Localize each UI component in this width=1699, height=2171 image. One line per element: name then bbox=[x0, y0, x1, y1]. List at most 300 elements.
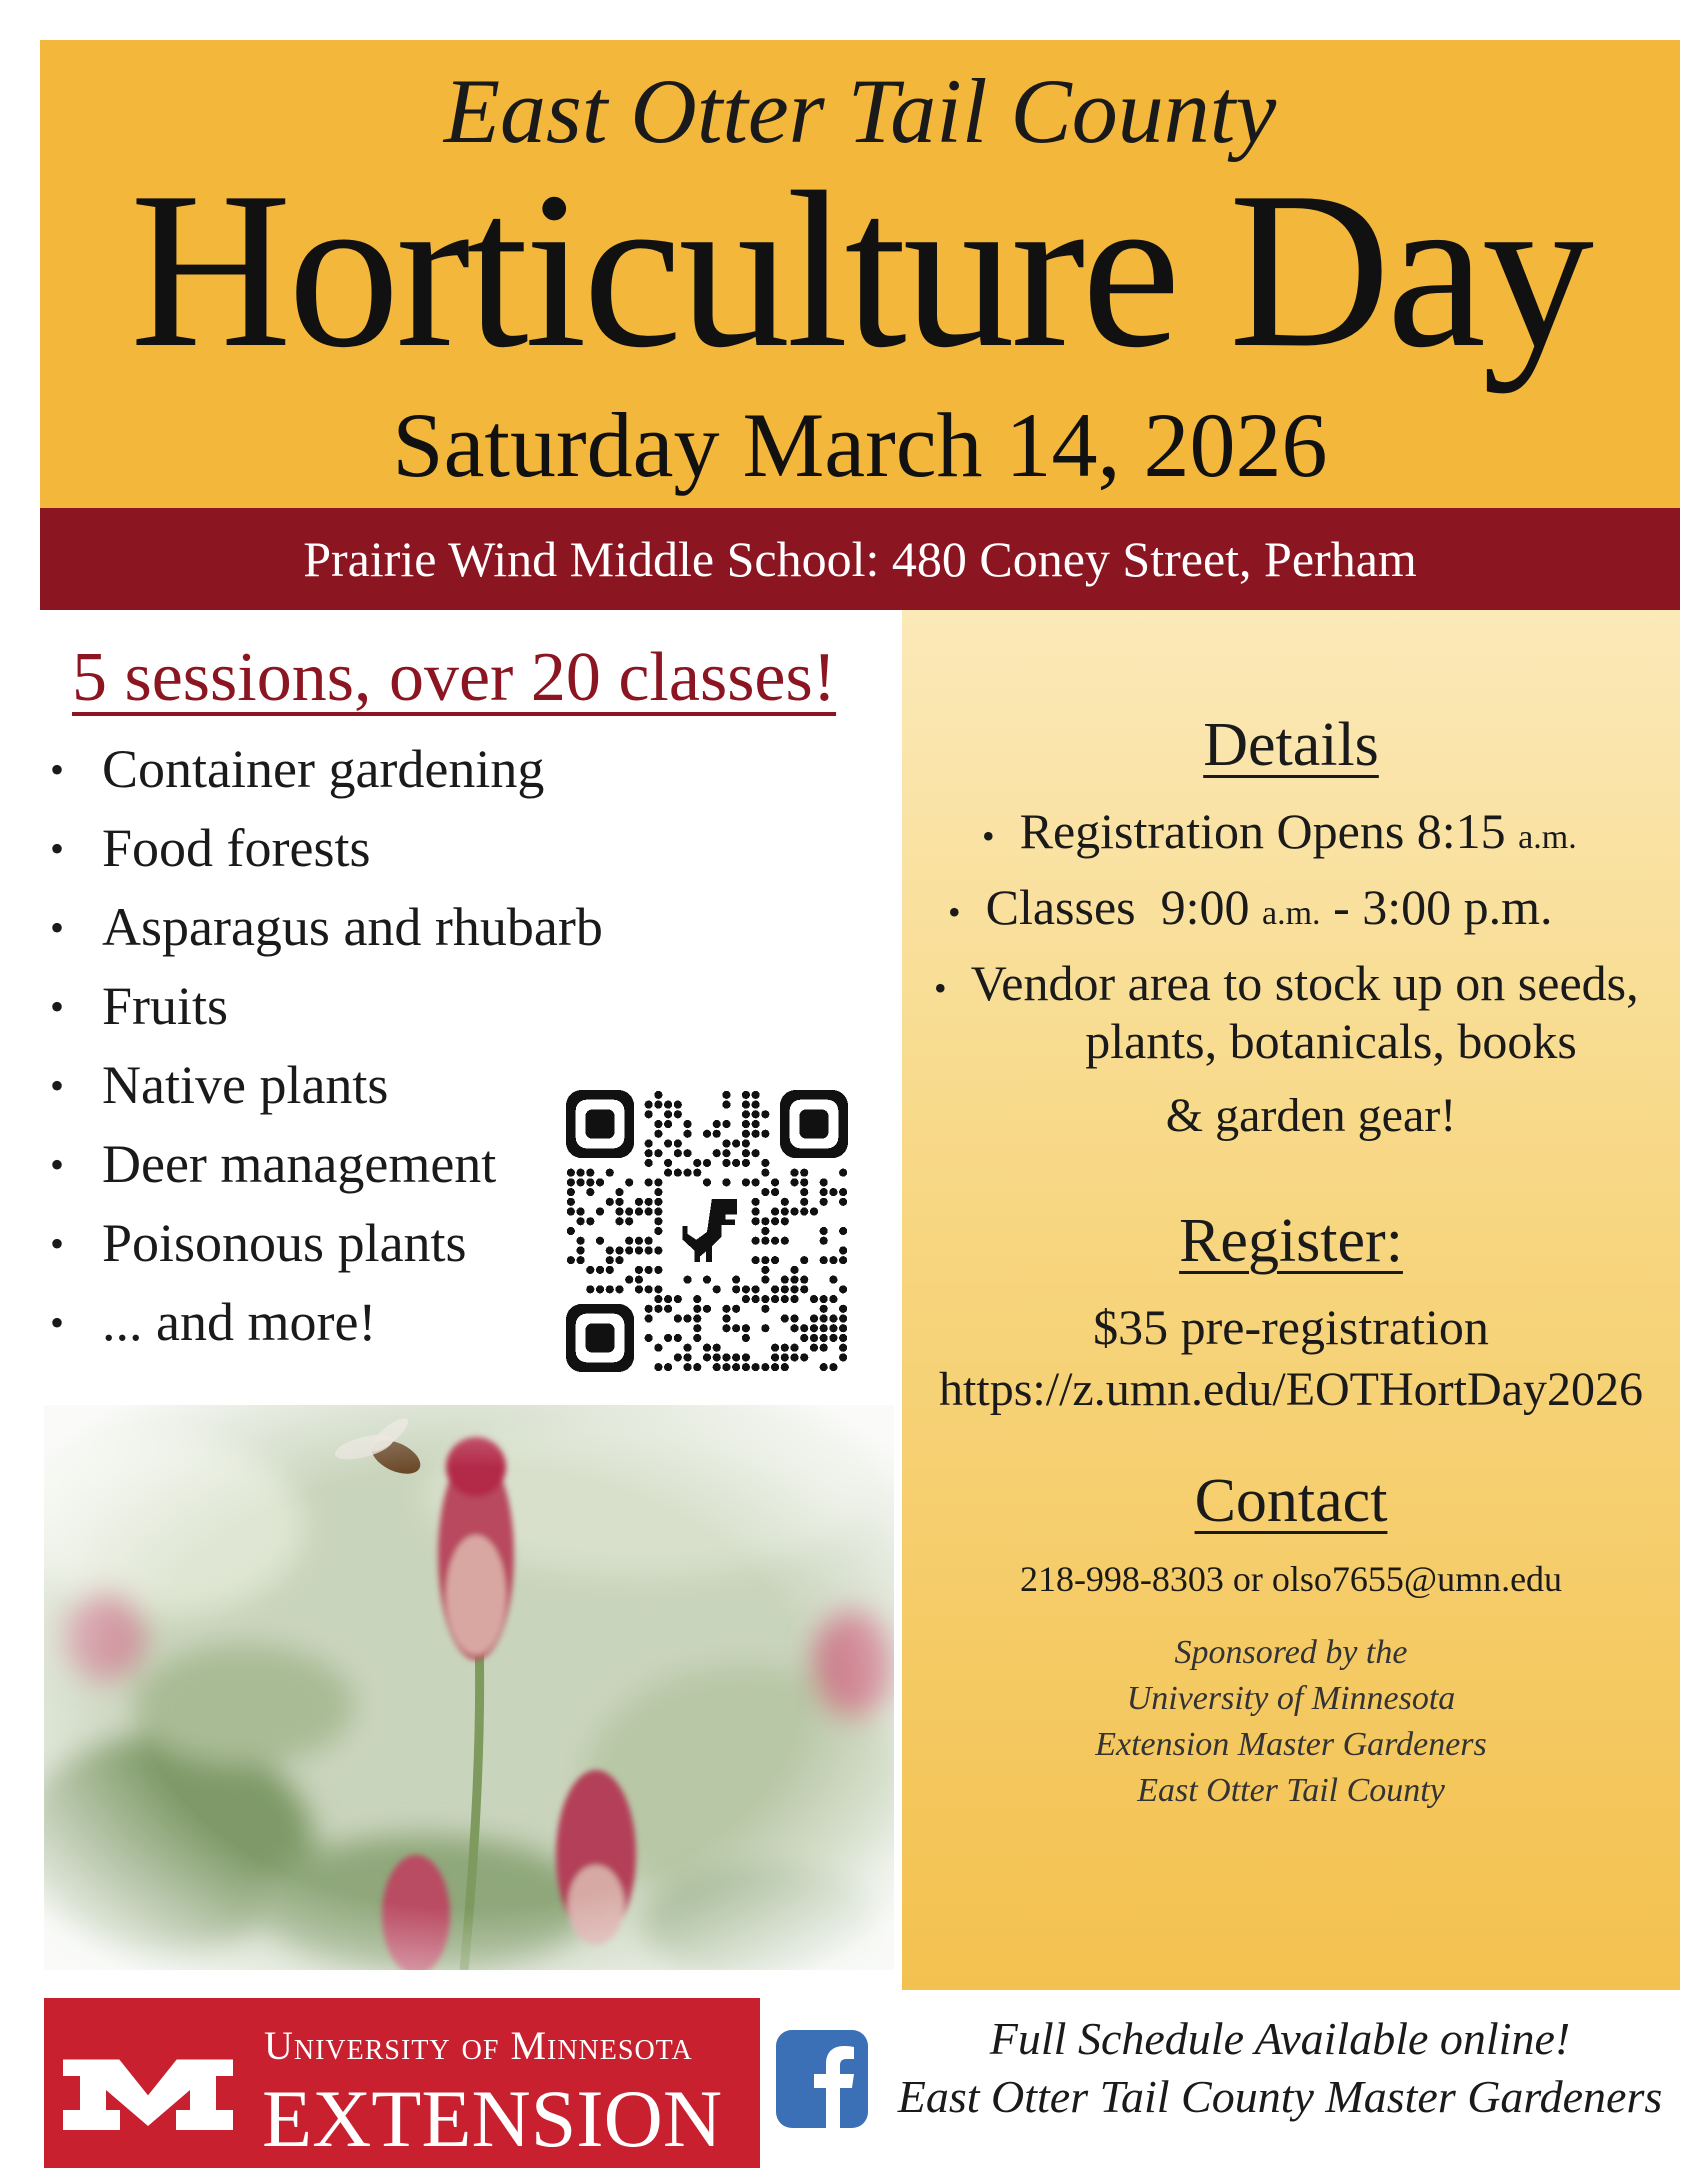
qr-module bbox=[693, 1169, 701, 1177]
qr-module bbox=[781, 1314, 789, 1322]
contact-info[interactable]: 218-998-8303 or olso7655@umn.edu bbox=[1019, 1559, 1563, 1599]
qr-module bbox=[771, 1188, 779, 1196]
qr-module bbox=[771, 1363, 779, 1371]
qr-module bbox=[713, 1353, 721, 1361]
qr-module bbox=[839, 1344, 847, 1352]
qr-module bbox=[654, 1266, 662, 1274]
qr-module bbox=[829, 1314, 837, 1322]
qr-module bbox=[761, 1227, 769, 1235]
classes-pm: p.m. bbox=[1463, 879, 1553, 935]
qr-module bbox=[713, 1363, 721, 1371]
qr-module bbox=[722, 1139, 730, 1147]
qr-module bbox=[790, 1314, 798, 1322]
qr-module bbox=[781, 1276, 789, 1284]
qr-module bbox=[839, 1246, 847, 1254]
qr-module bbox=[615, 1188, 623, 1196]
qr-module bbox=[829, 1188, 837, 1196]
dinosaur-icon bbox=[668, 1192, 746, 1270]
qr-module bbox=[752, 1091, 760, 1099]
clover-bee-photo bbox=[44, 1405, 894, 1970]
classes-label: Classes 9:00 bbox=[985, 879, 1250, 935]
qr-module bbox=[761, 1130, 769, 1138]
qr-module bbox=[820, 1256, 828, 1264]
qr-module bbox=[674, 1169, 682, 1177]
qr-module bbox=[674, 1314, 682, 1322]
qr-module bbox=[820, 1324, 828, 1332]
qr-module bbox=[635, 1285, 643, 1293]
qr-module bbox=[664, 1159, 672, 1167]
qr-module bbox=[577, 1237, 585, 1245]
qr-module bbox=[829, 1334, 837, 1342]
qr-module bbox=[606, 1169, 614, 1177]
qr-module bbox=[577, 1207, 585, 1215]
qr-module bbox=[645, 1285, 653, 1293]
qr-module bbox=[761, 1324, 769, 1332]
qr-module bbox=[635, 1276, 643, 1284]
qr-module bbox=[839, 1169, 847, 1177]
class-name: Food forests bbox=[102, 818, 371, 878]
qr-module bbox=[586, 1266, 594, 1274]
qr-module bbox=[703, 1344, 711, 1352]
qr-module bbox=[771, 1344, 779, 1352]
qr-module bbox=[810, 1344, 818, 1352]
qr-module bbox=[654, 1363, 662, 1371]
qr-module bbox=[839, 1198, 847, 1206]
qr-module bbox=[713, 1344, 721, 1352]
sessions-heading: 5 sessions, over 20 classes! bbox=[72, 639, 837, 716]
qr-module bbox=[635, 1246, 643, 1254]
qr-module bbox=[810, 1324, 818, 1332]
qr-module bbox=[625, 1237, 633, 1245]
qr-module bbox=[577, 1169, 585, 1177]
qr-module bbox=[645, 1314, 653, 1322]
qr-module bbox=[713, 1149, 721, 1157]
qr-module bbox=[761, 1110, 769, 1118]
class-name: ... and more! bbox=[102, 1292, 377, 1352]
qr-module bbox=[606, 1285, 614, 1293]
qr-module bbox=[645, 1207, 653, 1215]
qr-module bbox=[771, 1237, 779, 1245]
qr-module bbox=[703, 1305, 711, 1313]
qr-module bbox=[752, 1130, 760, 1138]
registration-link[interactable]: https://z.umn.edu/EOTHortDay2026 bbox=[939, 1363, 1643, 1416]
qr-module bbox=[674, 1139, 682, 1147]
qr-module bbox=[781, 1285, 789, 1293]
qr-module bbox=[781, 1207, 789, 1215]
qr-module bbox=[800, 1178, 808, 1186]
qr-module bbox=[800, 1207, 808, 1215]
qr-module bbox=[732, 1324, 740, 1332]
qr-module bbox=[781, 1237, 789, 1245]
qr-module bbox=[567, 1188, 575, 1196]
qr-module bbox=[829, 1324, 837, 1332]
location-bar bbox=[40, 508, 1680, 610]
qr-module bbox=[645, 1159, 653, 1167]
qr-module bbox=[790, 1178, 798, 1186]
qr-module bbox=[693, 1305, 701, 1313]
sponsor-line-2: University of Minnesota bbox=[1126, 1680, 1456, 1717]
qr-module bbox=[693, 1363, 701, 1371]
qr-module bbox=[722, 1120, 730, 1128]
qr-module bbox=[713, 1285, 721, 1293]
qr-module bbox=[752, 1217, 760, 1225]
class-name: Native plants bbox=[102, 1055, 389, 1115]
qr-module bbox=[654, 1305, 662, 1313]
qr-module bbox=[790, 1169, 798, 1177]
qr-module bbox=[752, 1256, 760, 1264]
qr-module bbox=[654, 1178, 662, 1186]
qr-module bbox=[742, 1091, 750, 1099]
bullet: • bbox=[50, 1300, 65, 1345]
qr-module bbox=[577, 1178, 585, 1186]
qr-module bbox=[790, 1285, 798, 1293]
qr-module bbox=[771, 1178, 779, 1186]
qr-module bbox=[790, 1266, 798, 1274]
qr-module bbox=[683, 1149, 691, 1157]
qr-module bbox=[722, 1101, 730, 1109]
qr-module bbox=[722, 1159, 730, 1167]
qr-module bbox=[742, 1149, 750, 1157]
qr-module bbox=[781, 1363, 789, 1371]
qr-module bbox=[752, 1363, 760, 1371]
qr-module bbox=[771, 1295, 779, 1303]
class-name: Asparagus and rhubarb bbox=[102, 897, 603, 957]
list-item bbox=[40, 1046, 600, 1125]
qr-module bbox=[703, 1178, 711, 1186]
qr-module bbox=[839, 1285, 847, 1293]
qr-module bbox=[742, 1285, 750, 1293]
qr-module bbox=[606, 1246, 614, 1254]
qr-module bbox=[645, 1266, 653, 1274]
qr-module bbox=[674, 1295, 682, 1303]
qr-module bbox=[752, 1295, 760, 1303]
qr-module bbox=[820, 1334, 828, 1342]
qr-module bbox=[664, 1169, 672, 1177]
qr-module bbox=[761, 1188, 769, 1196]
qr-module bbox=[625, 1178, 633, 1186]
list-item bbox=[40, 809, 600, 888]
bullet: • bbox=[50, 1142, 65, 1187]
qr-module bbox=[781, 1217, 789, 1225]
qr-module bbox=[761, 1169, 769, 1177]
classes-am: a.m. bbox=[1262, 895, 1321, 932]
qr-module bbox=[732, 1276, 740, 1284]
qr-module bbox=[654, 1120, 662, 1128]
qr-module bbox=[654, 1188, 662, 1196]
qr-module bbox=[839, 1188, 847, 1196]
qr-module bbox=[722, 1314, 730, 1322]
qr-module bbox=[752, 1120, 760, 1128]
qr-module bbox=[693, 1314, 701, 1322]
qr-module bbox=[732, 1353, 740, 1361]
qr-module bbox=[752, 1237, 760, 1245]
qr-module bbox=[586, 1217, 594, 1225]
qr-module bbox=[664, 1363, 672, 1371]
qr-module bbox=[654, 1295, 662, 1303]
qr-module bbox=[771, 1217, 779, 1225]
qr-module bbox=[606, 1256, 614, 1264]
qr-module bbox=[722, 1091, 730, 1099]
qr-module bbox=[800, 1324, 808, 1332]
qr-module bbox=[664, 1139, 672, 1147]
qr-module bbox=[693, 1334, 701, 1342]
qr-module bbox=[771, 1353, 779, 1361]
qr-finder-top-right bbox=[780, 1090, 848, 1158]
qr-module bbox=[752, 1101, 760, 1109]
qr-module bbox=[664, 1295, 672, 1303]
qr-module bbox=[645, 1198, 653, 1206]
qr-module bbox=[820, 1198, 828, 1206]
register-heading: Register: bbox=[1179, 1207, 1403, 1275]
qr-module bbox=[761, 1305, 769, 1313]
qr-module bbox=[615, 1207, 623, 1215]
qr-module bbox=[820, 1295, 828, 1303]
sponsor-line-1: Sponsored by the bbox=[1174, 1634, 1408, 1671]
qr-module bbox=[790, 1324, 798, 1332]
qr-module bbox=[761, 1159, 769, 1167]
class-time bbox=[948, 878, 1553, 936]
qr-module bbox=[742, 1353, 750, 1361]
qr-module bbox=[742, 1324, 750, 1332]
qr-module bbox=[732, 1159, 740, 1167]
qr-module bbox=[635, 1207, 643, 1215]
qr-module bbox=[567, 1256, 575, 1264]
qr-module bbox=[654, 1285, 662, 1293]
contact-heading: Contact bbox=[1194, 1467, 1388, 1535]
qr-module bbox=[645, 1246, 653, 1254]
qr-module bbox=[810, 1207, 818, 1215]
qr-module bbox=[732, 1285, 740, 1293]
qr-module bbox=[586, 1169, 594, 1177]
qr-module bbox=[722, 1353, 730, 1361]
facebook-icon[interactable] bbox=[776, 2030, 868, 2128]
qr-module bbox=[683, 1344, 691, 1352]
registration-time bbox=[982, 802, 1577, 860]
schedule-line-2: East Otter Tail County Master Gardeners bbox=[897, 2071, 1663, 2122]
umn-extension-label: EXTENSION bbox=[262, 2073, 723, 2164]
qr-module bbox=[752, 1178, 760, 1186]
qr-module bbox=[703, 1159, 711, 1167]
qr-module bbox=[829, 1363, 837, 1371]
event-date: Saturday March 14, 2026 bbox=[392, 394, 1328, 496]
qr-module bbox=[674, 1334, 682, 1342]
qr-module bbox=[742, 1120, 750, 1128]
location-text: Prairie Wind Middle School: 480 Coney Street, Perham bbox=[303, 531, 1417, 587]
qr-module bbox=[625, 1207, 633, 1215]
qr-module bbox=[693, 1324, 701, 1332]
vendor-text: Vendor area to stock up on seeds, bbox=[970, 955, 1639, 1011]
qr-module bbox=[771, 1285, 779, 1293]
qr-module bbox=[703, 1353, 711, 1361]
qr-module bbox=[567, 1227, 575, 1235]
qr-module bbox=[800, 1276, 808, 1284]
qr-module bbox=[615, 1256, 623, 1264]
umn-name: University of Minnesota bbox=[264, 2023, 693, 2068]
qr-module bbox=[752, 1207, 760, 1215]
qr-module bbox=[742, 1130, 750, 1138]
qr-module bbox=[742, 1110, 750, 1118]
qr-module bbox=[752, 1285, 760, 1293]
registration-am: a.m. bbox=[1518, 819, 1577, 856]
umn-m-icon bbox=[58, 2038, 238, 2138]
qr-module bbox=[654, 1344, 662, 1352]
qr-module bbox=[781, 1198, 789, 1206]
list-item bbox=[40, 1125, 600, 1204]
qr-module bbox=[683, 1314, 691, 1322]
qr-module bbox=[625, 1246, 633, 1254]
qr-module bbox=[732, 1139, 740, 1147]
qr-module bbox=[596, 1266, 604, 1274]
qr-module bbox=[713, 1120, 721, 1128]
bullet: • bbox=[934, 968, 947, 1008]
qr-module bbox=[567, 1198, 575, 1206]
qr-finder-top-left bbox=[566, 1090, 634, 1158]
qr-module bbox=[674, 1353, 682, 1361]
qr-code-icon[interactable] bbox=[566, 1090, 848, 1372]
qr-module bbox=[820, 1305, 828, 1313]
qr-module bbox=[839, 1314, 847, 1322]
qr-module bbox=[683, 1363, 691, 1371]
qr-module bbox=[800, 1198, 808, 1206]
qr-module bbox=[800, 1169, 808, 1177]
qr-module bbox=[820, 1314, 828, 1322]
sponsor-line-3: Extension Master Gardeners bbox=[1095, 1726, 1487, 1763]
class-list bbox=[40, 730, 603, 1362]
qr-module bbox=[683, 1120, 691, 1128]
qr-module bbox=[703, 1276, 711, 1284]
qr-module bbox=[654, 1246, 662, 1254]
vendor-line bbox=[934, 954, 1639, 1012]
qr-module bbox=[654, 1091, 662, 1099]
qr-module bbox=[761, 1295, 769, 1303]
qr-module bbox=[664, 1334, 672, 1342]
bullet: • bbox=[50, 1063, 65, 1108]
qr-module bbox=[577, 1217, 585, 1225]
qr-module bbox=[761, 1363, 769, 1371]
details-heading: Details bbox=[1203, 711, 1379, 779]
qr-module bbox=[664, 1110, 672, 1118]
qr-module bbox=[800, 1285, 808, 1293]
qr-module bbox=[732, 1305, 740, 1313]
page-title: Horticulture Day bbox=[130, 146, 1590, 394]
qr-module bbox=[567, 1178, 575, 1186]
qr-module bbox=[742, 1159, 750, 1167]
qr-module bbox=[781, 1344, 789, 1352]
qr-module bbox=[674, 1101, 682, 1109]
qr-finder-bottom-left bbox=[566, 1304, 634, 1372]
vendor-line-3: & garden gear! bbox=[1165, 1089, 1457, 1142]
qr-module bbox=[761, 1217, 769, 1225]
qr-module bbox=[654, 1227, 662, 1235]
list-item bbox=[40, 1204, 600, 1283]
qr-module bbox=[606, 1198, 614, 1206]
qr-module bbox=[820, 1344, 828, 1352]
qr-module bbox=[839, 1353, 847, 1361]
qr-module bbox=[693, 1159, 701, 1167]
qr-module bbox=[567, 1207, 575, 1215]
bullet: • bbox=[50, 1221, 65, 1266]
class-name: Poisonous plants bbox=[102, 1213, 467, 1273]
qr-module bbox=[790, 1353, 798, 1361]
qr-module bbox=[752, 1198, 760, 1206]
schedule-line-1: Full Schedule Available online! bbox=[989, 2013, 1571, 2064]
qr-module bbox=[664, 1305, 672, 1313]
qr-module bbox=[810, 1314, 818, 1322]
qr-module bbox=[625, 1276, 633, 1284]
qr-module bbox=[596, 1285, 604, 1293]
bullet: • bbox=[50, 984, 65, 1029]
qr-module bbox=[800, 1256, 808, 1264]
qr-module bbox=[790, 1344, 798, 1352]
qr-module bbox=[781, 1353, 789, 1361]
qr-module bbox=[829, 1295, 837, 1303]
qr-module bbox=[586, 1178, 594, 1186]
qr-module bbox=[606, 1266, 614, 1274]
qr-module bbox=[820, 1363, 828, 1371]
qr-module bbox=[596, 1237, 604, 1245]
qr-module bbox=[742, 1334, 750, 1342]
qr-module bbox=[722, 1305, 730, 1313]
qr-module bbox=[645, 1237, 653, 1245]
qr-module bbox=[586, 1285, 594, 1293]
sponsor-line-4: East Otter Tail County bbox=[1137, 1772, 1445, 1809]
qr-module bbox=[615, 1198, 623, 1206]
qr-module bbox=[645, 1178, 653, 1186]
qr-module bbox=[654, 1130, 662, 1138]
qr-module bbox=[645, 1110, 653, 1118]
qr-module bbox=[839, 1334, 847, 1342]
qr-module bbox=[742, 1363, 750, 1371]
qr-module bbox=[645, 1101, 653, 1109]
qr-module bbox=[683, 1169, 691, 1177]
bullet: • bbox=[982, 816, 995, 856]
qr-module bbox=[645, 1305, 653, 1313]
registration-price: $35 pre-registration bbox=[1093, 1299, 1489, 1355]
qr-module bbox=[761, 1266, 769, 1274]
qr-module bbox=[761, 1276, 769, 1284]
qr-module bbox=[810, 1295, 818, 1303]
list-item bbox=[40, 888, 603, 967]
qr-module bbox=[722, 1324, 730, 1332]
qr-module bbox=[771, 1256, 779, 1264]
qr-module bbox=[654, 1101, 662, 1109]
qr-module bbox=[752, 1149, 760, 1157]
qr-module bbox=[654, 1198, 662, 1206]
qr-module bbox=[742, 1295, 750, 1303]
qr-module bbox=[664, 1101, 672, 1109]
qr-module bbox=[761, 1256, 769, 1264]
qr-module bbox=[800, 1353, 808, 1361]
footer-schedule-text bbox=[880, 2012, 1680, 2128]
qr-module bbox=[722, 1178, 730, 1186]
qr-module bbox=[596, 1207, 604, 1215]
qr-module bbox=[820, 1188, 828, 1196]
qr-module bbox=[742, 1101, 750, 1109]
qr-module bbox=[742, 1178, 750, 1186]
vendor-line-2: plants, botanicals, books bbox=[1085, 1013, 1577, 1069]
qr-module bbox=[577, 1246, 585, 1254]
qr-module bbox=[752, 1110, 760, 1118]
registration-label: Registration Opens 8:15 bbox=[1019, 803, 1506, 859]
qr-module bbox=[839, 1324, 847, 1332]
qr-module bbox=[674, 1110, 682, 1118]
qr-module bbox=[742, 1139, 750, 1147]
qr-module bbox=[713, 1130, 721, 1138]
qr-module bbox=[645, 1149, 653, 1157]
umn-extension-logo bbox=[44, 1998, 760, 2168]
details-panel bbox=[902, 610, 1680, 1990]
list-item bbox=[40, 730, 600, 809]
